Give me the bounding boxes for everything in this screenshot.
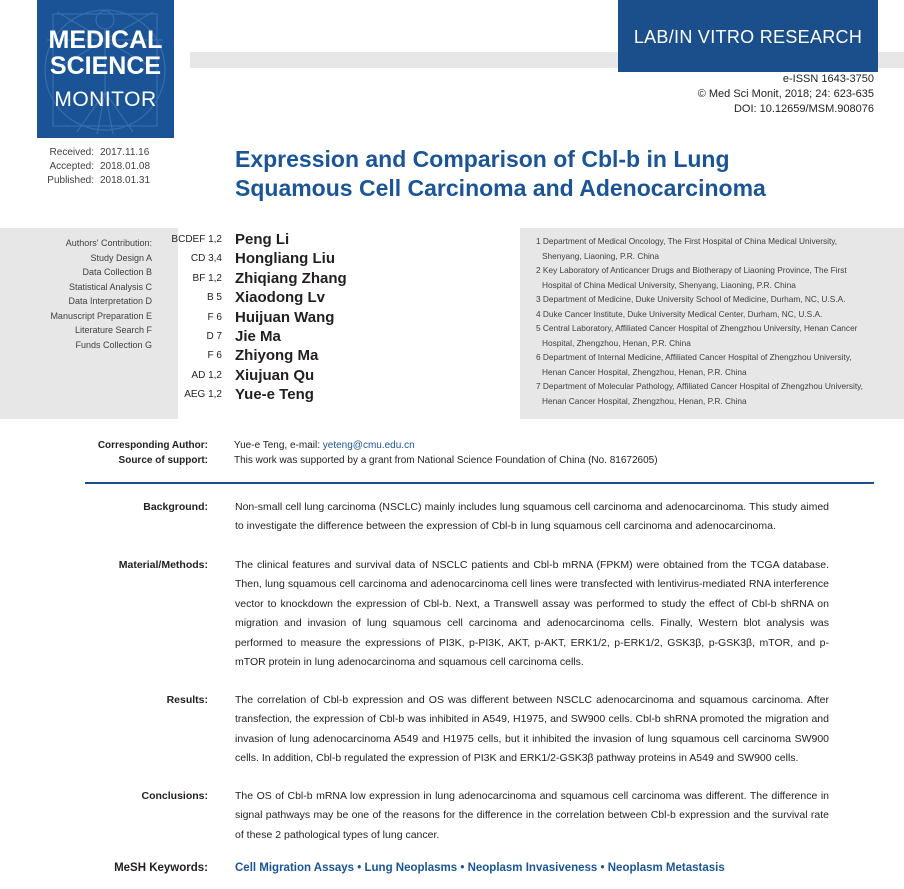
date-received: Received: 2017.11.16: [49, 147, 150, 158]
article-type-label: LAB/IN VITRO RESEARCH: [633, 27, 863, 47]
email-link[interactable]: yeteng@cmu.edu.cn: [322, 440, 415, 451]
eissn: e-ISSN 1643-3750: [782, 73, 874, 85]
author-row: F 6 Huijuan Wang: [207, 308, 335, 326]
affiliation-item: 7 Department of Molecular Pathology, Affiliated Cancer Hospital of Zhengzhou University, Henan Cancer Hospital, Zhengzhou, Henan, P.R. China: [536, 381, 863, 406]
author-row: AD 1,2 Xiujuan Qu: [191, 366, 315, 384]
date-published: Published: 2018.01.31: [47, 175, 151, 186]
citation: © Med Sci Monit, 2018; 24: 623-635: [697, 88, 874, 100]
author-row: BF 1,2 Zhiqiang Zhang: [192, 269, 347, 287]
affiliation-item: 2 Key Laboratory of Anticancer Drugs and Biotherapy of Liaoning Province, The First Hospital of China Medical University, Shenyang, Liaoning, P.R. China: [536, 265, 847, 290]
author-list: [171, 231, 506, 406]
mesh-keyword-list[interactable]: Cell Migration Assays • Lung Neoplasms • Neoplasm Invasiveness • Neoplasm Metastasis: [235, 862, 725, 874]
affiliation-item: 5 Central Laboratory, Affiliated Cancer Hospital of Zhengzhou University, Henan Cancer Hospital, Zhengzhou, Henan, P.R. China: [536, 323, 858, 348]
affiliation-list: [536, 234, 876, 408]
affiliation-item: 1 Department of Medical Oncology, The First Hospital of China Medical University, Shenyang, Liaoning, P.R. China: [536, 236, 838, 261]
logo-text-monitor: MONITOR: [54, 88, 157, 111]
author-row: B 5 Xiaodong Lv: [206, 289, 325, 307]
affiliation-item: 3 Department of Medicine, Duke University School of Medicine, Durham, NC, U.S.A.: [536, 294, 846, 304]
author-row: BCDEF 1,2 Peng Li: [171, 231, 290, 248]
author-row: AEG 1,2 Yue-e Teng: [184, 386, 314, 404]
affiliation-item: 4 Duke Cancer Institute, Duke University Medical Center, Durham, NC, U.S.A.: [536, 308, 823, 319]
author-row: D 7 Jie Ma: [206, 327, 281, 345]
journal-logo: [37, 0, 174, 138]
article-type-banner: [618, 0, 878, 72]
affiliation-item: 6 Department of Internal Medicine, Affiliated Cancer Hospital of Zhengzhou University, Henan Cancer Hospital, Zhengzhou, Henan, P.R. China: [536, 352, 852, 377]
contribution-legend: Authors' Contribution: Study Design A Data Collection B Statistical Analysis C Data Interpretation D Manuscript Preparation E Literature Search F Funds Collection G: [50, 238, 152, 350]
section-divider: [85, 482, 874, 484]
author-row: F 6 Zhiyong Ma: [207, 347, 319, 365]
author-row: CD 3,4 Hongliang Liu: [190, 250, 335, 268]
article-title: Expression and Comparison of Cbl-b in Lung Squamous Cell Carcinoma and Adenocarcinoma: [235, 146, 766, 201]
doi: DOI: 10.12659/MSM.908076: [733, 103, 874, 115]
date-accepted: Accepted: 2018.01.08: [49, 161, 151, 172]
logo-text-science: SCIENCE: [49, 52, 162, 80]
logo-text-medical: MEDICAL: [48, 26, 163, 54]
publication-dates: [8, 146, 168, 188]
